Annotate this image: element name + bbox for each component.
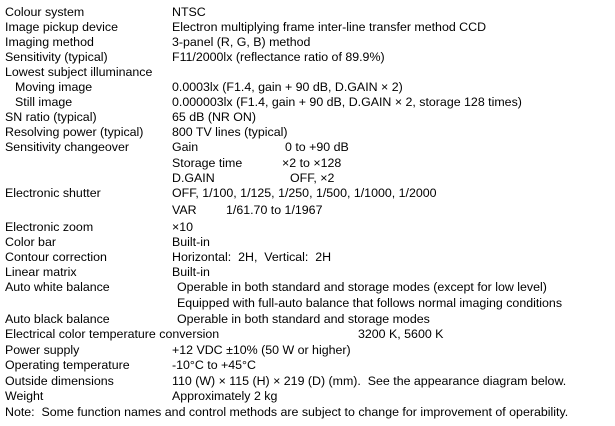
spec-label-imaging-method: Imaging method (5, 35, 94, 49)
spec-value-electronic-shutter: OFF, 1/100, 1/125, 1/250, 1/500, 1/1000, 1/2000 (172, 186, 437, 200)
spec-value-sn-ratio: 65 dB (NR ON) (172, 110, 256, 124)
spec-label-resolving-power: Resolving power (typical) (5, 125, 144, 139)
spec-label-weight: Weight (5, 389, 44, 403)
spec-sub-label-dgain: D.GAIN (172, 171, 215, 185)
spec-value-power-supply: +12 VDC ±10% (50 W or higher) (172, 343, 351, 357)
spec-value-contour-correction: Horizontal: 2H, Vertical: 2H (172, 250, 332, 264)
spec-value-gain: 0 to +90 dB (285, 140, 349, 154)
spec-label-moving-image: Moving image (15, 80, 93, 94)
spec-value-dimensions: 110 (W) × 115 (H) × 219 (D) (mm). See the appearance diagram below. (172, 374, 567, 388)
spec-value-imaging-method: 3-panel (R, G, B) method (172, 35, 311, 49)
spec-value-operating-temp: -10°C to +45°C (172, 358, 256, 372)
spec-value-resolving-power: 800 TV lines (typical) (172, 125, 288, 139)
spec-label-color-bar: Color bar (5, 235, 56, 249)
spec-value-still-image: 0.000003lx (F1.4, gain + 90 dB, D.GAIN × 2, storage 128 times) (172, 95, 522, 109)
spec-label-sn-ratio: SN ratio (typical) (5, 110, 97, 124)
spec-label-power-supply: Power supply (5, 343, 80, 357)
spec-value-image-pickup: Electron multiplying frame inter-line transfer method CCD (172, 20, 487, 34)
spec-label-operating-temp: Operating temperature (5, 358, 130, 372)
spec-value-auto-white-line2: Equipped with full-auto balance that follows normal imaging conditions (177, 296, 563, 310)
spec-value-storage-time: ×2 to ×128 (282, 156, 342, 170)
spec-value-sensitivity: F11/2000lx (reflectance ratio of 89.9%) (172, 50, 385, 64)
spec-note: Note: Some function names and control methods are subject to change for improvement of operability. (5, 405, 569, 419)
spec-label-sensitivity: Sensitivity (typical) (5, 50, 108, 64)
spec-value-moving-image: 0.0003lx (F1.4, gain + 90 dB, D.GAIN × 2) (172, 80, 403, 94)
spec-value-weight: Approximately 2 kg (172, 389, 278, 403)
spec-value-dgain: OFF, ×2 (290, 171, 335, 185)
spec-label-electronic-shutter: Electronic shutter (5, 186, 101, 200)
spec-sub-label-var: VAR (172, 203, 197, 217)
spec-label-electronic-zoom: Electronic zoom (5, 220, 94, 234)
spec-sub-label-storage-time: Storage time (172, 156, 243, 170)
spec-label-linear-matrix: Linear matrix (5, 265, 77, 279)
spec-value-electronic-zoom: ×10 (172, 220, 194, 234)
spec-value-linear-matrix: Built-in (172, 265, 210, 279)
spec-label-still-image: Still image (15, 95, 73, 109)
spec-label-colour-system: Colour system (5, 5, 85, 19)
spec-value-auto-black: Operable in both standard and storage modes (177, 312, 430, 326)
spec-label-contour-correction: Contour correction (5, 250, 107, 264)
spec-value-var: 1/61.70 to 1/1967 (226, 203, 323, 217)
spec-value-color-bar: Built-in (172, 235, 210, 249)
spec-label-sensitivity-changeover: Sensitivity changeover (5, 140, 129, 154)
spec-label-image-pickup: Image pickup device (5, 20, 118, 34)
spec-value-color-temp: 3200 K, 5600 K (358, 327, 444, 341)
spec-value-colour-system: NTSC (172, 5, 206, 19)
spec-label-color-temp: Electrical color temperature conversion (5, 327, 220, 341)
spec-label-dimensions: Outside dimensions (5, 374, 114, 388)
spec-label-auto-black: Auto black balance (5, 312, 110, 326)
spec-sub-label-gain: Gain (172, 140, 199, 154)
spec-label-illuminance: Lowest subject illuminance (5, 65, 153, 79)
spec-label-auto-white: Auto white balance (5, 280, 110, 294)
spec-value-auto-white-line1: Operable in both standard and storage modes (except for low level) (177, 280, 547, 294)
